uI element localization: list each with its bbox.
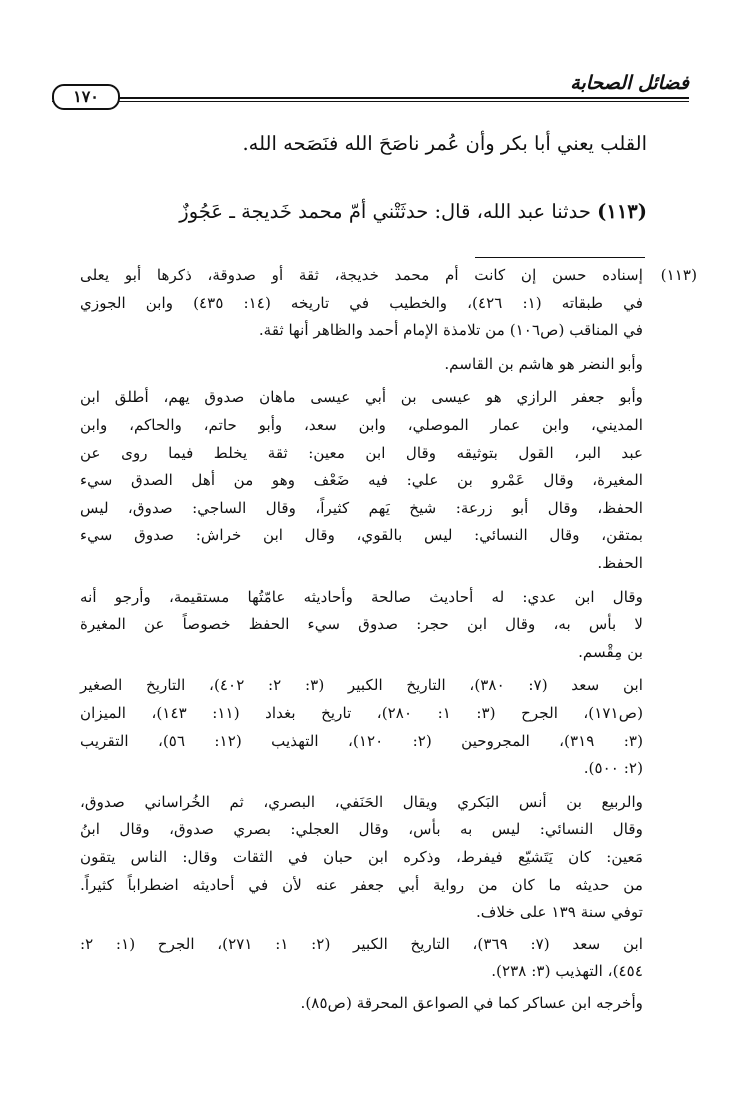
footnote-line: الحفظ، وقال أبو زرعة: شيخ يَهم كثيراً، وقال الساجي: صدوق، ليس: [80, 498, 643, 517]
footnote-line: بمتقن، وقال النسائي: ليس بالقوي، وقال ابن خراش: صدوق سيء: [80, 526, 643, 545]
footnote-line: المغيرة، وقال عَمْرو بن علي: فيه ضَعْف وهو من أهل الصدق سيء: [80, 471, 643, 490]
footnote-line: الحفظ.: [597, 554, 643, 572]
footnote-line: ابن سعد (٧: ٣٦٩)، التاريخ الكبير (٢: ١: ٢٧١)، الجرح (١: ٢:: [80, 934, 644, 953]
footnote-line: (ص١٧١)، الجرح (٣: ١: ٢٨٠)، تاريخ بغداد (١١: ١٤٣)، الميزان: [80, 704, 644, 722]
footnote-line: لا بأس به، وقال ابن حجر: صدوق سيء الحفظ خصوصاً عن المغيرة: [80, 615, 643, 634]
footnote-line: وأخرجه ابن عساكر كما في الصواعق المحرقة (ص٨٥).: [300, 994, 643, 1012]
footnote-line: وأبو النضر هو هاشم بن القاسم.: [444, 354, 643, 373]
footnote-line: وقال النسائي: ليس به بأس، وقال العجلي: بصري صدوق، وقال ابنُ: [80, 820, 643, 839]
hadith-number: (١١٣): [597, 200, 647, 223]
footnote-line: وأبو جعفر الرازي هو عيسى بن أبي عيسى ماهان صدوق يهم، أطلق ابن: [80, 388, 643, 407]
footnote-line: (٣: ٣١٩)، المجروحين (٢: ١٢٠)، التهذيب (١٢: ٥٦)، التقريب: [80, 731, 643, 750]
footnote-line: مَعين: كان يَتَشيّع فيفرط، وذكره ابن حبان في الثقات وقال: الناس يتقون: [80, 848, 643, 866]
header-rule: [52, 97, 689, 99]
footnote-line: في طبقاته (١: ٤٢٦)، والخطيب في تاريخه (١٤: ٤٣٥) وابن الجوزي: [80, 293, 643, 312]
main-text-line-1: القلب يعني أبا بكر وأن عُمر ناصَحَ الله فنَصَحه الله.: [242, 132, 647, 155]
header-rule-thin: [52, 101, 689, 102]
footnote-line: بن مِقْسم.: [578, 642, 643, 661]
footnote-line: ٤٥٤)، التهذيب (٣: ٢٣٨).: [491, 962, 643, 981]
footnote-line: والربيع بن أنس البَكري ويقال الحَنَفي، البصري، ثم الخُراساني صدوق،: [80, 792, 643, 811]
footnote-line: توفي سنة ١٣٩ على خلاف.: [475, 903, 643, 922]
hadith-text: حدثنا عبد الله، قال: حدثَتْني أمّ محمد خَديجة ـ عَجُوزٌ: [179, 200, 591, 223]
footnote-line: إسناده حسن إن كانت أم محمد خديجة، ثقة أو صدوقة، ذكرها أبو يعلى: [80, 266, 643, 284]
footnote-line: عبد البر، القول بتوثيقه وقال ابن معين: ثقة يخلط فيما روى عن: [80, 443, 643, 462]
page-number: ١٧٠: [52, 84, 120, 110]
main-text-line-2: [80, 200, 647, 223]
footnote-line: (٢: ٥٠٠).: [583, 759, 643, 778]
footnote-line: وقال ابن عدي: له أحاديث صالحة وأحاديثه عامّتُها مستقيمة، وأرجو أنه: [80, 587, 643, 606]
footnote-line: من حديثه ما كان من رواية أبي جعفر عنه لأن في أحاديثه اضطراباً كثيراً.: [80, 875, 643, 894]
footnote-line: في المناقب (ص١٠٦) من تلامذة الإمام أحمد والظاهر أنها ثقة.: [258, 321, 643, 340]
footnote-separator: [475, 257, 645, 258]
footnote-number: (١١٣): [660, 266, 697, 284]
running-title: فضائل الصحابة: [570, 72, 689, 94]
footnote-line: ابن سعد (٧: ٣٨٠)، التاريخ الكبير (٣: ٢: ٤٠٢)، التاريخ الصغير: [80, 676, 644, 695]
page-header: [52, 64, 689, 110]
footnote-line: المديني، وابن عمار الموصلي، وابن سعد، وأبو حاتم، والحاكم، وابن: [80, 416, 643, 434]
